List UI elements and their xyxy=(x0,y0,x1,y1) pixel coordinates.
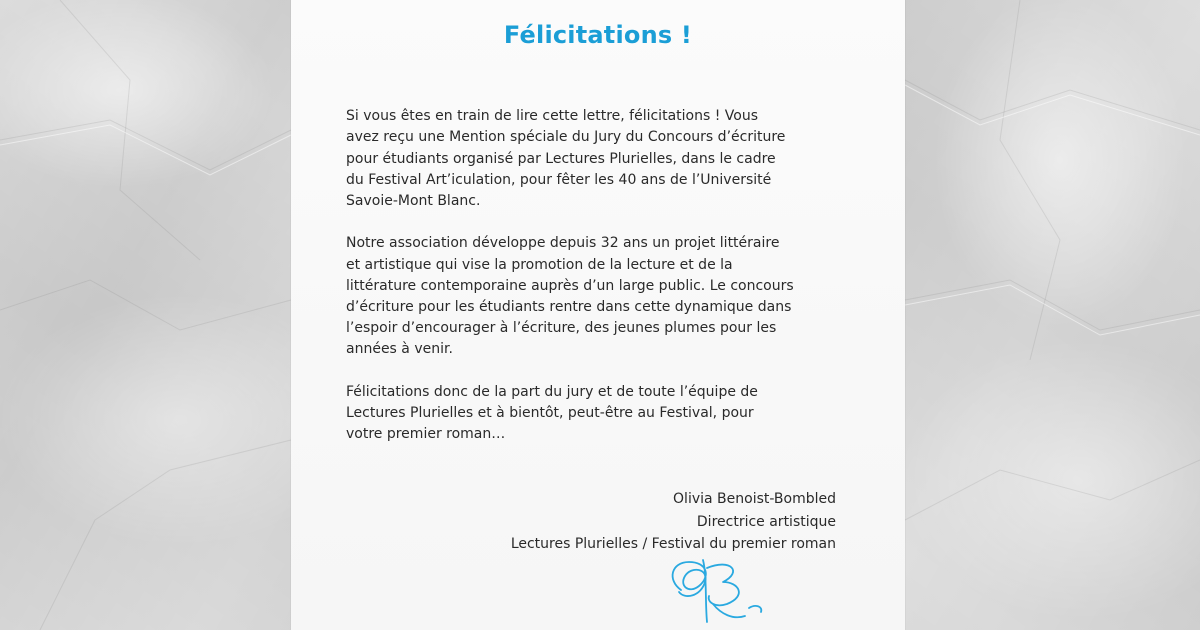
signatory-name: Olivia Benoist-Bombled xyxy=(673,491,836,507)
letter-sheet xyxy=(291,0,905,630)
signature-block xyxy=(416,488,836,556)
signatory-organization: Lectures Plurielles / Festival du premier roman xyxy=(510,536,836,552)
letter-body xyxy=(346,85,846,467)
letter-paragraph-3: Félicitations donc de la part du jury et de toute l’équipe de Lectures Plurielles et à bientôt, peut-être au Festival, pour votre premier roman… xyxy=(346,383,758,443)
letter-title: Félicitations ! xyxy=(503,21,693,49)
handwritten-signature xyxy=(661,548,791,630)
letter-paragraph-2: Notre association développe depuis 32 ans un projet littéraire et artistique qui vise la promotion de la lecture et de la littérature contemporaine auprès d’un large public. Le concours d’écriture pour les étudiants rentre dans cette dynamique dans l’espoir d’encourager à l’écriture, des jeunes plumes pour les années à venir. xyxy=(346,235,794,358)
signatory-role: Directrice artistique xyxy=(696,513,836,530)
letter-paragraph-1: Si vous êtes en train de lire cette lettre, félicitations ! Vous avez reçu une Mention spéciale du Jury du Concours d’écriture pour étudiants organisé par Lectures Plurielles, dans le cadre du Festival Art’iculation, pour fêter les 40 ans de l’Université Savoie-Mont Blanc. xyxy=(346,108,786,210)
